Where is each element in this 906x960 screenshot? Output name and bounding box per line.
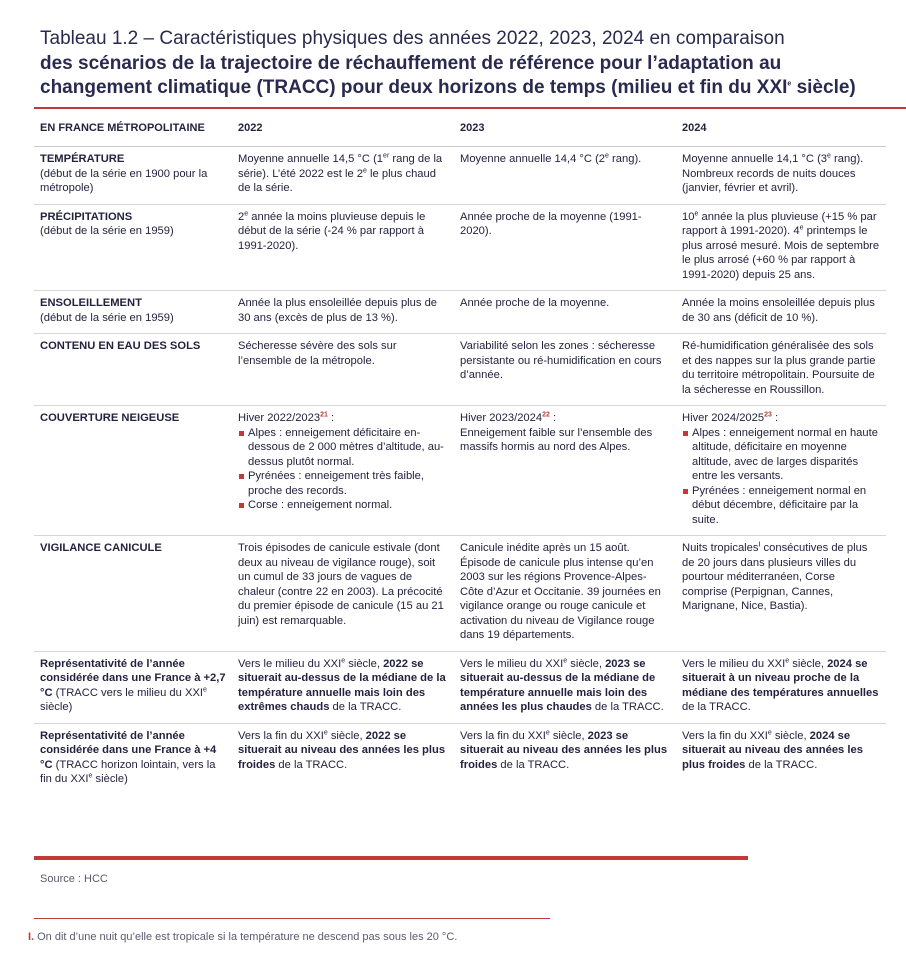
table-header-row: [34, 114, 886, 147]
header-2022: 2022: [238, 122, 263, 134]
table-row-fin: [34, 723, 886, 795]
cell-2024: 10e année la plus pluvieuse (+15 % par rapport à 1991-2020). 4e printemps le plus arrosé mesuré. Mois de septembre le plus arrosé (+60 % par rapport à 1991-2020) depuis 25 ans.: [676, 204, 886, 291]
cell-2023: Hiver 2023/2024$^{22}$ : Enneigement faible sur l’ensemble des massifs hormis au nord des Alpes.: [454, 406, 676, 536]
table-row-sols: [34, 334, 886, 406]
footnote-divider: [34, 918, 550, 919]
source-note: Source : HCC: [40, 873, 108, 885]
page-title: [40, 26, 890, 100]
table-row-temperature: [34, 147, 886, 205]
cell-2023: Variabilité selon les zones : sécheresse persistante ou ré-humidification en cours d’année.: [454, 334, 676, 406]
footnote-mark: I.: [28, 931, 35, 943]
footnote: [28, 931, 457, 943]
row-label: ENSOLEILLEMENT (début de la série en 1959): [34, 291, 232, 334]
bullet-list: [238, 426, 448, 513]
row-label: COUVERTURE NEIGEUSE: [34, 406, 232, 536]
table-row-precipitations: [34, 204, 886, 291]
footnote-text: On dit d’une nuit qu’elle est tropicale si la température ne descend pas sous les 20 °C.: [37, 931, 458, 943]
comparison-table: [34, 114, 886, 795]
cell-2023: Vers le milieu du XXIe siècle, 2023 se situerait au-dessus de la médiane de température annuelle mais loin des années les plus chaudes de la TRACC.: [454, 651, 676, 723]
header-2024: 2024: [682, 122, 707, 134]
list-item: Pyrénées : enneigement très faible, proche des records.: [238, 469, 448, 498]
table-row-milieu: [34, 651, 886, 723]
row-label: TEMPÉRATURE (début de la série en 1900 pour la métropole): [34, 147, 232, 205]
row-label: CONTENU EN EAU DES SOLS: [34, 334, 232, 406]
bullet-list: [682, 426, 880, 528]
title-line-3: changement climatique (TRACC) pour deux horizons de temps (milieu et fin du XXIe siècle): [40, 77, 856, 98]
cell-2024: Hiver 2024/2025$^{23}$ : Alpes : enneigement normal en haute altitude, déficitaire en moyenne altitude, avec de larges disparités entre les versants. Pyrénées : enneigement normal en début décembre, déficitaire par la suite.: [676, 406, 886, 536]
table-row-ensoleillement: [34, 291, 886, 334]
table-row-canicule: [34, 536, 886, 652]
cell-2022: 2e année la moins pluvieuse depuis le début de la série (-24 % par rapport à 1991-2020).: [232, 204, 454, 291]
cell-2023: Canicule inédite après un 15 août. Épisode de canicule plus intense qu’en 2003 sur les régions Provence-Alpes-Côte d’Azur et Occitanie. 39 journées en vigilance orange ou rouge canicule et activation du niveau de Vigilance rouge dans 19 départements.: [454, 536, 676, 652]
cell-2022: Sécheresse sévère des sols sur l’ensemble de la métropole.: [232, 334, 454, 406]
cell-2022: Hiver 2022/2023$^{21}$ : Alpes : enneigement déficitaire en-dessous de 2 000 mètres d’altitude, au-dessus plutôt normal. Pyrénées : enneigement très faible, proche des records. Corse : enneigement normal.: [232, 406, 454, 536]
row-label: Représentativité de l’année considérée dans une France à +4 °C (TRACC horizon lointain, vers la fin du XXIe siècle): [34, 723, 232, 795]
cell-2024: Moyenne annuelle 14,1 °C (3e rang). Nombreux records de nuits douces (janvier, février et avril).: [676, 147, 886, 205]
row-label: VIGILANCE CANICULE: [34, 536, 232, 652]
table-row-neige: [34, 406, 886, 536]
cell-2022: Trois épisodes de canicule estivale (dont deux au niveau de vigilance rouge), soit un cumul de 33 jours de vagues de chaleur (contre 22 en 2003). La précocité du premier épisode de canicule (15 au 21 juin) est remarquable.: [232, 536, 454, 652]
list-item: Alpes : enneigement déficitaire en-dessous de 2 000 mètres d’altitude, au-dessus plutôt normal.: [238, 426, 448, 470]
cell-2023: Moyenne annuelle 14,4 °C (2e rang).: [454, 147, 676, 205]
cell-2023: Année proche de la moyenne (1991-2020).: [454, 204, 676, 291]
row-label: Représentativité de l’année considérée dans une France à +2,7 °C (TRACC vers le milieu du XXIe siècle): [34, 651, 232, 723]
list-item: Pyrénées : enneigement normal en début décembre, déficitaire par la suite.: [682, 484, 880, 528]
footnote-ref: I: [758, 541, 761, 549]
title-divider: [34, 107, 906, 109]
cell-2024: Vers le milieu du XXIe siècle, 2024 se situerait à un niveau proche de la médiane des températures annuelles de la TRACC.: [676, 651, 886, 723]
title-line-1: Tableau 1.2 – Caractéristiques physiques des années 2022, 2023, 2024 en comparaison: [40, 28, 785, 49]
row-label: PRÉCIPITATIONS (début de la série en 1959): [34, 204, 232, 291]
cell-2024: Nuits tropicales$^I$ consécutives de plus de 20 jours dans plusieurs villes du pourtour méditerranéen, Corse comprise (Perpignan, Cannes, Marignane, Nice, Bastia).: [676, 536, 886, 652]
cell-2022: Année la plus ensoleillée depuis plus de 30 ans (excès de plus de 13 %).: [232, 291, 454, 334]
cell-2022: Moyenne annuelle 14,5 °C (1er rang de la série). L’été 2022 est le 2e le plus chaud de la série.: [232, 147, 454, 205]
cell-2024: Vers la fin du XXIe siècle, 2024 se situerait au niveau des années les plus froides de la TRACC.: [676, 723, 886, 795]
table-bottom-divider: [34, 856, 748, 860]
list-item: Corse : enneigement normal.: [238, 498, 448, 513]
cell-2023: Année proche de la moyenne.: [454, 291, 676, 334]
cell-2022: Vers la fin du XXIe siècle, 2022 se situerait au niveau des années les plus froides de la TRACC.: [232, 723, 454, 795]
list-item: Alpes : enneigement normal en haute altitude, déficitaire en moyenne altitude, avec de larges disparités entre les versants.: [682, 426, 880, 484]
header-region: EN FRANCE MÉTROPOLITAINE: [40, 122, 205, 134]
cell-2023: Vers la fin du XXIe siècle, 2023 se situerait au niveau des années les plus froides de la TRACC.: [454, 723, 676, 795]
cell-2022: Vers le milieu du XXIe siècle, 2022 se situerait au-dessus de la médiane de la température annuelle mais loin des extrêmes chauds de la TRACC.: [232, 651, 454, 723]
cell-2024: Ré-humidification généralisée des sols et des nappes sur la plus grande partie du territoire métropolitain. Poursuite de la sécheresse en Roussillon.: [676, 334, 886, 406]
cell-2024: Année la moins ensoleillée depuis plus de 30 ans (déficit de 10 %).: [676, 291, 886, 334]
title-line-2: des scénarios de la trajectoire de réchauffement de référence pour l’adaptation au: [40, 53, 782, 74]
header-2023: 2023: [460, 122, 485, 134]
